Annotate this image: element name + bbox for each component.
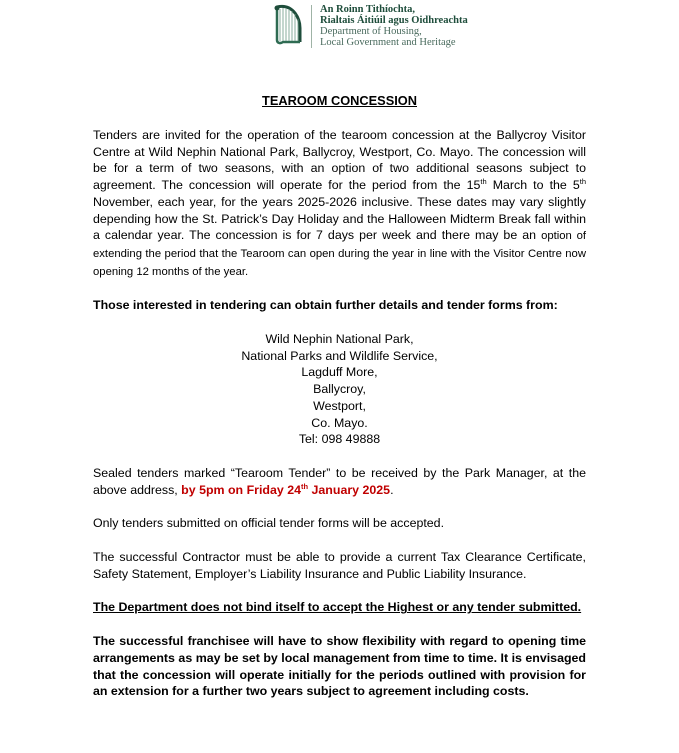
- intro-paragraph: [93, 127, 586, 280]
- page-title: TEAROOM CONCESSION: [262, 93, 417, 108]
- details-heading: Those interested in tendering can obtain further details and tender forms from:: [93, 298, 558, 313]
- deadline-text-1: by 5pm on Friday 24: [181, 482, 301, 497]
- intro-text-2: March to the 5: [486, 178, 580, 193]
- sealed-end: .: [390, 482, 394, 497]
- deadline-sup: th: [300, 481, 309, 491]
- department-logo: [271, 4, 468, 48]
- address-line: National Parks and Wildlife Service,: [241, 348, 438, 363]
- phone-number: Tel: 098 49888: [298, 432, 381, 447]
- disclaimer: The Department does not bind itself to accept the Highest or any tender submitted.: [93, 600, 582, 615]
- logo-text: [320, 4, 468, 48]
- deadline-text-2: January 2025: [308, 482, 391, 497]
- intro-sup-2: th: [579, 176, 586, 186]
- org-irish-line-2: Rialtais Áitiúil agus Oidhreachta: [320, 15, 468, 26]
- org-english-line-1: Department of Housing,: [320, 26, 422, 37]
- address-line: Co. Mayo.: [311, 415, 368, 430]
- address-line: Ballycroy,: [313, 382, 366, 397]
- deadline: [181, 483, 390, 497]
- franchisee-paragraph: The successful franchisee will have to show flexibility with regard to opening time arrangements as may be set by local management from time to time. It is envisaged that the concession will operate initially for the periods outlined with provision for an extension for a further two years subject to agreement including costs.: [93, 634, 586, 699]
- contractor-paragraph: The successful Contractor must be able to provide a current Tax Clearance Certificate, Safety Statement, Employer’s Liability Insurance and Public Liability Insurance.: [93, 550, 586, 581]
- logo-divider: [311, 5, 312, 48]
- address-line: Lagduff More,: [301, 365, 378, 380]
- org-irish-line-1: An Roinn Tithíochta,: [320, 4, 416, 15]
- org-english-line-2: Local Government and Heritage: [320, 37, 456, 48]
- intro-sup-1: th: [480, 176, 487, 186]
- sealed-tenders-paragraph: [93, 465, 586, 498]
- document-body: [93, 92, 586, 700]
- address-line: Westport,: [313, 398, 366, 413]
- sealed-text: Sealed tenders marked “Tearoom Tender” to be received by the Park Manager, at the above address,: [93, 465, 586, 497]
- harp-icon: [271, 4, 305, 46]
- address-line: Wild Nephin National Park,: [265, 332, 414, 347]
- official-forms-paragraph: Only tenders submitted on official tender forms will be accepted.: [93, 516, 445, 531]
- intro-text-3: November, each year, for the years 2025-2026 inclusive. These dates may vary slightly depending how the St. Patrick’s Day Holiday and the Halloween Midterm Break fall within a calendar year. The concession is for 7 days per week and there may be an: [93, 194, 586, 243]
- contact-address: [93, 331, 586, 448]
- intro-text-1: Tenders are invited for the operation of the tearoom concession at the Ballycroy Visitor Centre at Wild Nephin National Park, Ballycroy, Westport, Co. Mayo. The concession will be for a term of two seasons, with an option of two additional seasons subject to agreement. The concession will operate for the period from the 15: [93, 128, 586, 193]
- intro-text-4: option of extending the period that the Tearoom can open during the year in line with the Visitor Centre now opening 12 months of the year.: [93, 230, 586, 278]
